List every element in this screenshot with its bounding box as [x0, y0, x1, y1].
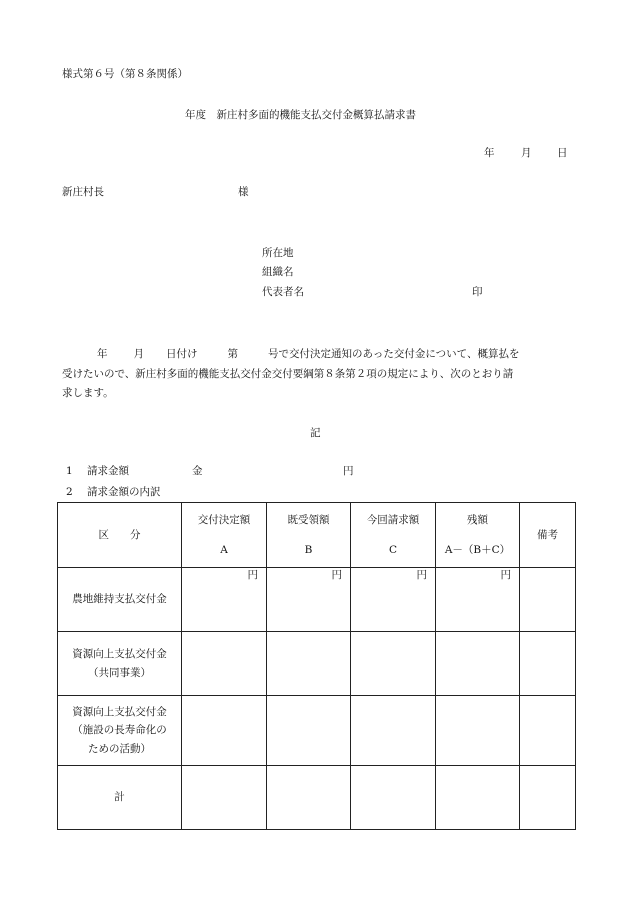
header-balance-formula: A－（B＋C） — [444, 544, 511, 556]
yen-unit: 円 — [416, 569, 427, 581]
item-1-label: 請求金額 — [87, 465, 129, 477]
item-2-number: 2 — [66, 486, 73, 498]
row-label — [58, 568, 182, 632]
table-total-row — [58, 766, 576, 830]
row-label-line: 計 — [114, 791, 125, 804]
header-current-request — [351, 503, 436, 568]
header-received-amount — [267, 503, 351, 568]
request-body — [62, 345, 574, 404]
body-line-1 — [62, 345, 574, 365]
cell-decision-amount — [182, 568, 267, 632]
row-label-line: （施設の長寿命化の — [72, 724, 167, 737]
organization-label: 組織名 — [262, 266, 294, 278]
header-received-label: 既受領額 — [287, 513, 330, 526]
ki-heading: 記 — [310, 427, 321, 439]
cell-received-amount — [267, 632, 351, 696]
date-year: 年 — [484, 147, 495, 159]
row-label-line: ための活動） — [88, 742, 151, 755]
item-2-label: 請求金額の内訳 — [87, 486, 161, 498]
cell-remarks — [520, 766, 576, 830]
representative-label: 代表者名 — [262, 286, 304, 298]
item-1-number: 1 — [66, 465, 73, 477]
header-decision-label: 交付決定額 — [197, 513, 251, 526]
item-1-yen: 円 — [343, 465, 354, 477]
cell-balance — [436, 632, 520, 696]
cell-balance — [436, 696, 520, 766]
header-category: 区 分 — [58, 503, 182, 568]
addressee-name: 新庄村長 — [62, 186, 104, 198]
table-row — [58, 632, 576, 696]
cell-decision-amount — [182, 696, 267, 766]
row-label — [58, 632, 182, 696]
header-decision-letter: A — [220, 544, 228, 556]
document-title: 年度 新庄村多面的機能支払交付金概算払請求書 — [185, 109, 416, 121]
row-label-line: 資源向上支払交付金 — [72, 705, 167, 718]
cell-decision-amount — [182, 766, 267, 830]
addressee-honorific: 様 — [238, 186, 249, 198]
form-number: 様式第６号（第８条関係） — [62, 68, 188, 80]
header-balance-label: 残額 — [467, 513, 488, 526]
header-remarks: 備考 — [520, 503, 576, 568]
cell-current-request — [351, 766, 436, 830]
body-line-2: 受けたいので、新庄村多面的機能支払交付金交付要綱第８条第２項の規定により、次のとおり請 — [62, 367, 514, 380]
cell-received-amount — [267, 766, 351, 830]
item-1-kin: 金 — [192, 465, 203, 477]
cell-current-request — [351, 632, 436, 696]
table-row — [58, 696, 576, 766]
yen-unit: 円 — [500, 569, 511, 581]
cell-decision-amount — [182, 632, 267, 696]
row-label — [58, 696, 182, 766]
cell-remarks — [520, 568, 576, 632]
date-month: 月 — [521, 147, 532, 159]
cell-remarks — [520, 632, 576, 696]
body-dated: 日付け — [166, 348, 198, 360]
body-line-3: 求します。 — [62, 387, 114, 399]
header-decision-amount — [182, 503, 267, 568]
table-header-row — [58, 503, 576, 568]
body-no-prefix: 第 — [227, 348, 238, 360]
cell-remarks — [520, 696, 576, 766]
row-label-total — [58, 766, 182, 830]
body-line-1-rest: 号で交付決定通知のあった交付金について、概算払を — [268, 348, 520, 360]
cell-current-request — [351, 696, 436, 766]
date-day: 日 — [557, 147, 568, 159]
row-label-line: （共同事業） — [88, 666, 151, 679]
yen-unit: 円 — [247, 569, 258, 581]
address-label: 所在地 — [262, 247, 294, 259]
seal-mark: 印 — [472, 286, 483, 298]
row-label-line: 農地維持支払交付金 — [72, 593, 167, 606]
cell-balance — [436, 766, 520, 830]
header-received-letter: B — [304, 544, 313, 556]
header-current-label: 今回請求額 — [366, 513, 420, 526]
body-year: 年 — [97, 348, 108, 360]
table-row — [58, 568, 576, 632]
cell-balance — [436, 568, 520, 632]
cell-current-request — [351, 568, 436, 632]
breakdown-table — [57, 502, 576, 830]
header-balance — [436, 503, 520, 568]
row-label-line: 資源向上支払交付金 — [72, 648, 167, 661]
body-month: 月 — [133, 348, 144, 360]
header-current-letter: C — [388, 544, 398, 556]
cell-received-amount — [267, 696, 351, 766]
yen-unit: 円 — [331, 569, 342, 581]
cell-received-amount — [267, 568, 351, 632]
